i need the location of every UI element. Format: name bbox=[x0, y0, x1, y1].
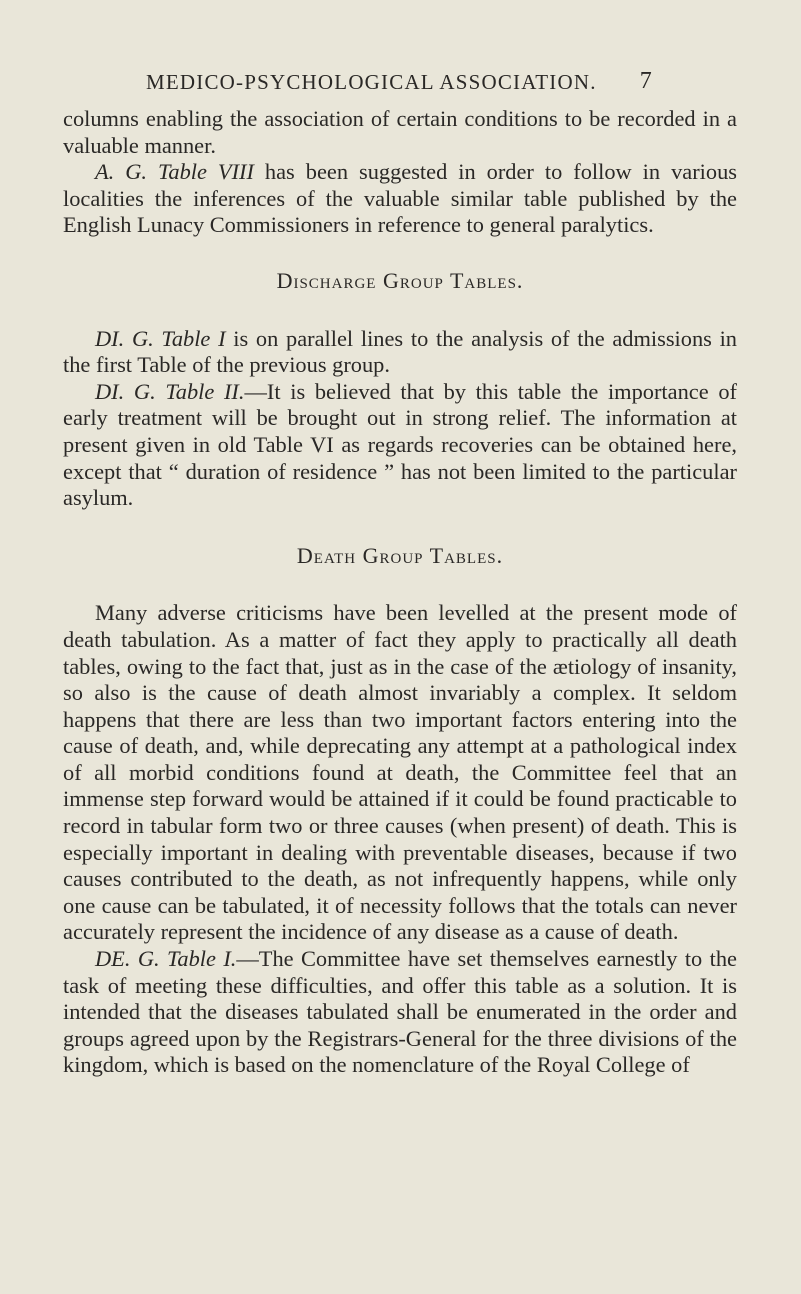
paragraph-text: —The Committee have set themselves earnestly to the task of meeting these difficulties, and offer this table as a solution. It is intended that the diseases tabulated shall be enumerated in the order and groups agreed upon by the Registrars-General for the three divisions of the kingdom, which is based on the nomenclature of the Royal College of bbox=[63, 946, 737, 1078]
paragraph-text: is on parallel lines to the analysis of the admissions in the first Table of the previous group. bbox=[63, 325, 738, 378]
paragraph-di-table-i bbox=[63, 326, 737, 379]
body-text bbox=[63, 106, 737, 1079]
section-heading-discharge: Discharge Group Tables. bbox=[276, 267, 524, 293]
paragraph-de-table-i bbox=[63, 946, 737, 1079]
paragraph-di-table-ii bbox=[63, 379, 737, 512]
paragraph-ag-table-viii bbox=[63, 159, 737, 239]
running-head bbox=[146, 70, 653, 102]
running-head-title: MEDICO-PSYCHOLOGICAL ASSOCIATION. bbox=[146, 70, 597, 94]
section-heading-death: Death Group Tables. bbox=[296, 542, 504, 568]
table-reference: DI. G. Table II. bbox=[95, 378, 245, 404]
table-reference: A. G. Table VIII bbox=[95, 159, 254, 185]
paragraph-death-tabulation: Many adverse criticisms have been levelled at the present mode of death tabulation. As a matter of fact they apply to practically all death tables, owing to the fact that, just as in the case of the ætiology of insanity, so also is the cause of death almost invariably a complex. It seldom happens that there are less than two important factors entering into the cause of death, and, while deprecating any attempt at a pathological index of all morbid conditions found at death, the Committee feel that an immense step forward would be attained if it could be found practicable to record in tabular form two or three causes (when present) of death. This is especially important in dealing with preventable diseases, because if two causes contributed to the death, as not infrequently happens, while only one cause can be tabulated, it of necessity follows that the totals can never accurately represent the incidence of any disease as a cause of death. bbox=[63, 600, 737, 945]
paragraph-text: has been suggested in order to follow in various localities the inferences of the valuable similar table published by the English Lunacy Commissioners in reference to general paralytics. bbox=[63, 159, 737, 238]
page-number: 7 bbox=[639, 68, 653, 94]
paragraph-continuation: columns enabling the association of certain conditions to be recorded in a valuable manner. bbox=[63, 106, 737, 158]
table-reference: DE. G. Table I. bbox=[95, 946, 237, 972]
table-reference: DI. G. Table I bbox=[95, 325, 226, 351]
paragraph-text: —It is believed that by this table the importance of early treatment will be brought out in strong relief. The information at present given in old Table VI as regards recoveries can be obtained here, except that “ duration of residence ” has not been limited to the particular asylum. bbox=[63, 378, 737, 511]
